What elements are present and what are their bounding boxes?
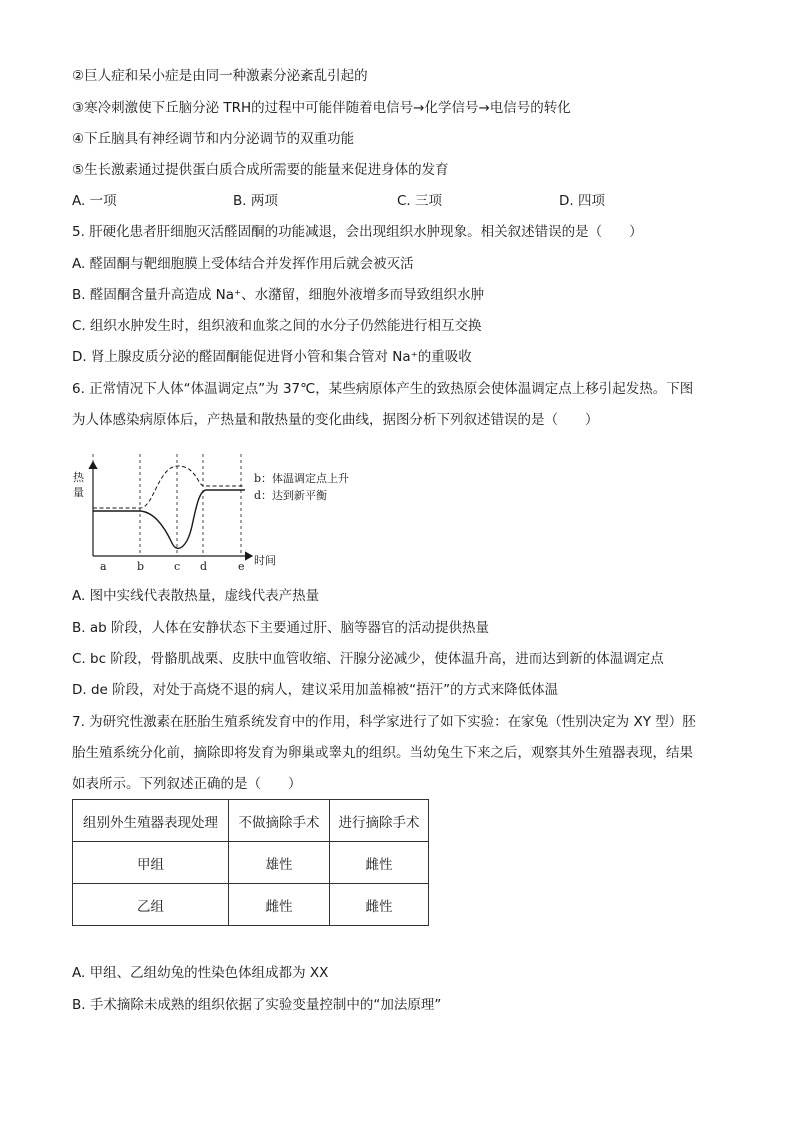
q4-option-d: D. 四项: [559, 193, 605, 209]
table-cell: 雄性: [229, 842, 330, 884]
q5-option-c: C. 组织水肿发生时，组织液和血浆之间的水分子仍然能进行相互交换: [72, 318, 482, 334]
tick-d: d: [200, 560, 208, 573]
q7-option-b: B. 手术摘除未成熟的组织依据了实验变量控制中的“加法原理”: [72, 997, 442, 1013]
q5-option-d: D. 肾上腺皮质分泌的醛固酮能促进肾小管和集合管对 Na⁺的重吸收: [72, 349, 472, 365]
table-header-row: [73, 800, 429, 842]
q6-option-d: D. de 阶段，对处于高烧不退的病人，建议采用加盖棉被“捂汗”的方式来降低体温: [72, 682, 559, 698]
q4-option-c: C. 三项: [397, 193, 443, 209]
q4-option-b: B. 两项: [233, 193, 278, 209]
dashed-curve: [93, 466, 245, 508]
q5-option-a: A. 醛固酮与靶细胞膜上受体结合并发挥作用后就会被灭活: [72, 256, 414, 272]
q7-option-a: A. 甲组、乙组幼兔的性染色体组成都为 XX: [72, 965, 329, 981]
q7-stem-line-1: 7. 为研究性激素在胚胎生殖系统发育中的作用，科学家进行了如下实验：在家兔（性别决定为 XY 型）胚: [72, 714, 696, 730]
statement-5: ⑤生长激素通过提供蛋白质合成所需要的能量来促进身体的发育: [72, 162, 449, 178]
table-row: [73, 884, 429, 926]
tick-b: b: [137, 560, 145, 573]
q5-stem: 5. 肝硬化患者肝细胞灭活醛固酮的功能减退，会出现组织水肿现象。相关叙述错误的是（ ）: [72, 224, 643, 240]
y-label-bottom: 量: [73, 486, 84, 499]
q6-option-a: A. 图中实线代表散热量，虚线代表产热量: [72, 588, 320, 604]
tick-e: e: [238, 560, 245, 573]
table-cell: 雌性: [330, 842, 429, 884]
q6-stem-line-1: 6. 正常情况下人体“体温调定点”为 37℃，某些病原体产生的致热原会使体温调定点上移引起发热。下图: [72, 381, 694, 397]
statement-3: ③寒冷刺激使下丘脑分泌 TRH的过程中可能伴随着电信号→化学信号→电信号的转化: [72, 100, 571, 116]
x-label: 时间: [254, 554, 276, 567]
y-label-top: 热: [73, 471, 84, 484]
q5-option-b: B. 醛固酮含量升高造成 Na⁺、水潴留，细胞外液增多而导致组织水肿: [72, 287, 485, 303]
note-b: b：体温调定点上升: [254, 472, 350, 485]
q4-options: [72, 191, 632, 211]
table-header-cell: 不做摘除手术: [229, 800, 330, 842]
table-cell: 雌性: [330, 884, 429, 926]
table-cell: 雌性: [229, 884, 330, 926]
table-cell: 甲组: [73, 842, 229, 884]
tick-c: c: [174, 560, 181, 573]
table-header-cell: 组别外生殖器表现处理: [73, 800, 229, 842]
heat-curve-figure: [70, 446, 370, 574]
q7-stem-line-3: 如表所示。下列叙述正确的是（ ）: [72, 776, 302, 792]
q4-option-a: A. 一项: [72, 193, 117, 209]
q6-stem-line-2: 为人体感染病原体后，产热量和散热量的变化曲线，据图分析下列叙述错误的是（ ）: [72, 412, 599, 428]
table-cell: 乙组: [73, 884, 229, 926]
table-row: [73, 842, 429, 884]
note-d: d：达到新平衡: [254, 489, 328, 502]
q6-option-c: C. bc 阶段，骨骼肌战栗、皮肤中血管收缩、汗腺分泌减少，使体温升高，进而达到新的体温调定点: [72, 651, 664, 667]
q7-stem-line-2: 胎生殖系统分化前，摘除即将发育为卵巢或睾丸的组织。当幼兔生下来之后，观察其外生殖器表现，结果: [72, 745, 693, 761]
table-header-cell: 进行摘除手术: [330, 800, 429, 842]
results-table: [72, 799, 429, 926]
solid-curve: [93, 490, 245, 548]
q6-option-b: B. ab 阶段，人体在安静状态下主要通过肝、脑等器官的活动提供热量: [72, 620, 489, 636]
statement-4: ④下丘脑具有神经调节和内分泌调节的双重功能: [72, 131, 355, 147]
statement-2: ②巨人症和呆小症是由同一种激素分泌紊乱引起的: [72, 68, 368, 84]
tick-a: a: [100, 560, 107, 573]
